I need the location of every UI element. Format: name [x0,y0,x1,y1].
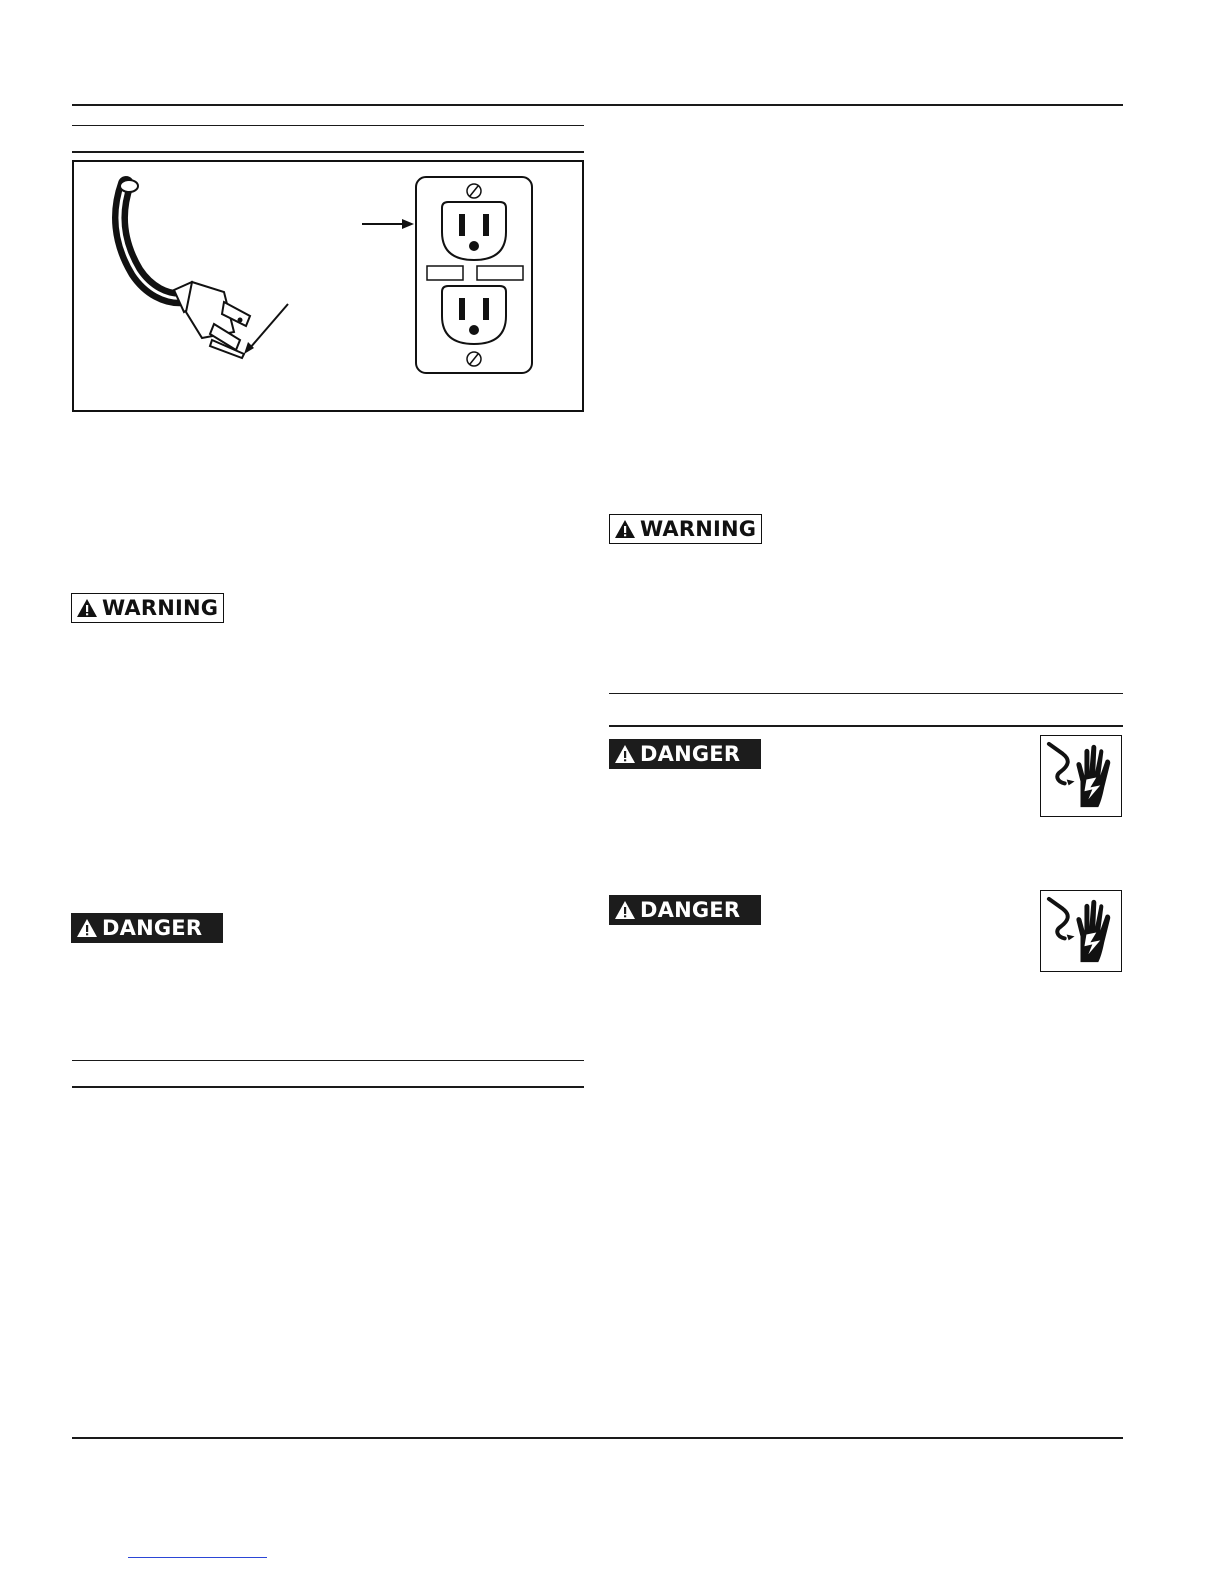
electric-shock-hand-icon [1040,890,1122,972]
alert-triangle-icon [76,917,98,939]
alert-triangle-icon [614,899,636,921]
danger-badge-right-1 [609,739,761,769]
danger-label: DANGER [640,898,741,922]
danger-badge-left [71,913,223,943]
left-lower-rule-top [72,1060,584,1061]
right-section-rule-top [609,693,1123,694]
grounding-figure [72,160,584,412]
danger-label: DANGER [640,742,741,766]
danger-label: DANGER [102,916,203,940]
right-section-rule-bottom [609,725,1123,727]
grounded-outlet-icon [416,177,532,373]
warning-badge-left [71,593,224,623]
grounded-plug-icon [120,180,250,358]
warning-badge-right [609,514,762,544]
warning-label: WARNING [102,596,219,620]
footer-rule [72,1437,1123,1439]
alert-triangle-icon [76,597,98,619]
left-section-rule-bottom [72,151,584,153]
footer-link-underline[interactable] [128,1557,267,1558]
alert-triangle-icon [614,518,636,540]
header-rule [72,104,1123,106]
left-lower-rule-bottom [72,1086,584,1088]
danger-badge-right-2 [609,895,761,925]
alert-triangle-icon [614,743,636,765]
left-section-rule-top [72,125,584,126]
warning-label: WARNING [640,517,757,541]
electric-shock-hand-icon [1040,735,1122,817]
